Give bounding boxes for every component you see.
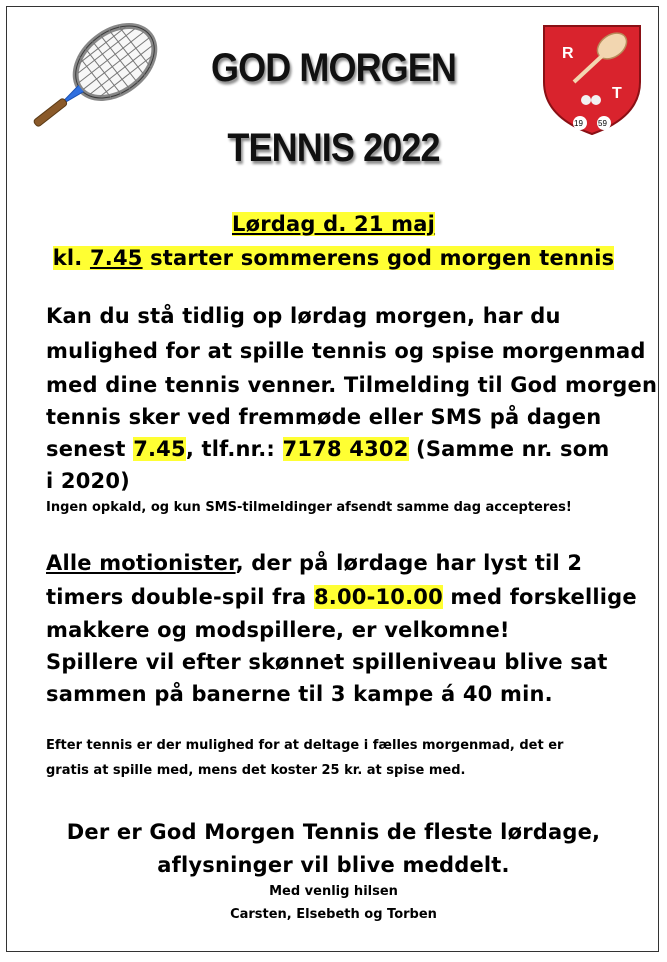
para3-line-2: gratis at spille med, mens det koster 25 kr. at spise med.	[46, 763, 466, 778]
para1-line-1: Kan du stå tidlig op lørdag morgen, har du	[46, 304, 561, 328]
title-line-1: GOD MORGEN	[210, 46, 456, 90]
start-suffix: starter sommerens god morgen tennis	[142, 246, 615, 270]
start-prefix: kl.	[52, 246, 90, 270]
crest-year-left: 19	[574, 119, 583, 128]
para2-l2-b: med forskellige	[442, 585, 637, 609]
crest-letter-t: T	[612, 85, 622, 102]
date-text: Lørdag d. 21 maj	[231, 212, 436, 236]
crest-year-right: 59	[598, 119, 607, 128]
para3-line-1: Efter tennis er der mulighed for at deltage i fælles morgenmad, det er	[46, 738, 564, 753]
para1-line-6: i 2020)	[46, 469, 130, 493]
para1-l5-b: , tlf.nr.:	[185, 437, 283, 461]
para1-note: Ingen opkald, og kun SMS-tilmeldinger afsendt samme dag accepteres!	[46, 500, 572, 515]
start-time: 7.45	[89, 246, 143, 270]
date-line	[0, 212, 667, 236]
para2-l1-rest: , der på lørdage har lyst til 2	[235, 551, 583, 575]
para2-line-2	[46, 585, 637, 609]
closing-line-2: aflysninger vil blive meddelt.	[157, 853, 510, 877]
para1-line-4: tennis sker ved fremmøde eller SMS på dagen	[46, 405, 602, 429]
para2-underlined: Alle motionister	[46, 551, 236, 575]
para2-line-1	[46, 551, 582, 575]
para1-line-3: med dine tennis venner. Tilmelding til God morgen	[46, 373, 658, 397]
phone-number: 7178 4302	[282, 437, 409, 461]
deadline-time: 7.45	[133, 437, 186, 461]
signature-names: Carsten, Elsebeth og Torben	[230, 907, 437, 922]
para1-l5-a: senest	[46, 437, 134, 461]
play-time: 8.00-10.00	[313, 585, 443, 609]
crest-letter-r: R	[562, 45, 574, 62]
para2-line-5: sammen på banerne til 3 kampe á 40 min.	[46, 682, 553, 706]
greeting: Med venlig hilsen	[269, 884, 398, 899]
para1-line-5	[46, 437, 609, 461]
para1-l5-c: (Samme nr. som	[408, 437, 610, 461]
title-line-2: TENNIS 2022	[227, 126, 440, 170]
para2-l2-a: timers double-spil fra	[46, 585, 314, 609]
start-line	[0, 246, 667, 270]
para2-line-4: Spillere vil efter skønnet spilleniveau blive sat	[46, 650, 608, 674]
para2-line-3: makkere og modspillere, er velkomne!	[46, 618, 510, 642]
start-line-text	[53, 246, 615, 270]
para1-line-2: mulighed for at spille tennis og spise morgenmad	[46, 339, 646, 363]
closing-line-1: Der er God Morgen Tennis de fleste lørdage,	[66, 820, 601, 844]
